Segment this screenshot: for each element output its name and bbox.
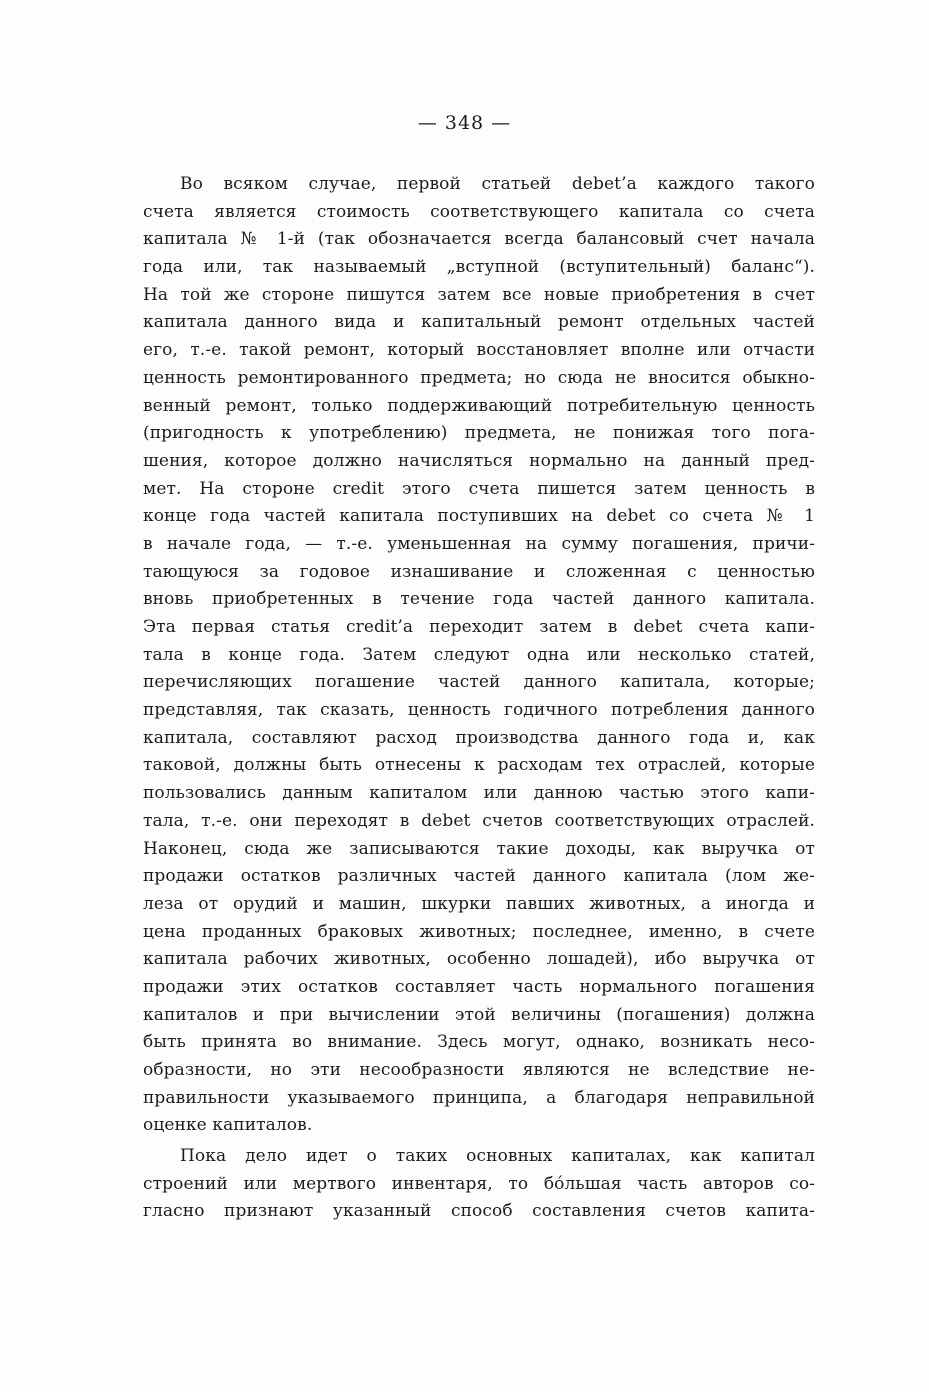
- text-line: ценность ремонтированного предмета; но сюда не вносится обыкно-: [143, 367, 815, 388]
- text-line: образности, но эти несообразности являются не вследствие не-: [143, 1060, 815, 1080]
- text-line: года или, так называемый „вступной (вступительный) баланс“).: [143, 257, 815, 278]
- text-line: счета является стоимость соответствующего капитала со счета: [143, 201, 815, 222]
- text-line: капитала данного вида и капитальный ремонт отдельных частей: [143, 312, 815, 333]
- text-line: капитала № 1-й (так обозначается всегда балансовый счет начала: [143, 229, 815, 250]
- text-line: тала, т.-е. они переходят в debet счетов соответствующих отраслей.: [143, 810, 815, 831]
- text-line: тающуюся за годовое изнашивание и сложенная с ценностью: [143, 561, 815, 582]
- paragraph: [143, 171, 815, 1140]
- text-line: правильности указываемого принципа, а благодаря неправильной: [143, 1087, 815, 1108]
- text-line: конце года частей капитала поступивших на debet со счета № 1: [143, 506, 815, 527]
- paragraph: [143, 1143, 815, 1226]
- text-line: строений или мертвого инвентаря, то бо́льшая часть авторов со-: [143, 1173, 815, 1194]
- text-line: (пригодность к употреблению) предмета, не понижая того пога-: [143, 423, 815, 444]
- page-number: — 348 —: [417, 112, 512, 134]
- body-text: [143, 171, 815, 1226]
- text-line: продажи этих остатков составляет часть нормального погашения: [143, 976, 815, 997]
- text-line: капиталов и при вычислении этой величины (погашения) должна: [143, 1004, 815, 1025]
- text-line: цена проданных браковых животных; последнее, именно, в счете: [143, 921, 815, 942]
- text-line: капитала рабочих животных, особенно лошадей), ибо выручка от: [143, 949, 815, 970]
- text-line: продажи остатков различных частей данного капитала (лом же-: [143, 866, 815, 887]
- text-line: мет. На стороне credit этого счета пишется затем ценность в: [143, 478, 815, 499]
- text-line: капитала, составляют расход производства данного года и, как: [143, 727, 815, 748]
- text-line: шения, которое должно начисляться нормально на данный пред-: [143, 450, 815, 471]
- text-line: в начале года, — т.-е. уменьшенная на сумму погашения, причи-: [143, 533, 815, 554]
- text-line: быть принята во внимание. Здесь могут, однако, возникать несо-: [143, 1032, 815, 1053]
- text-line: оценке капиталов.: [143, 1115, 313, 1136]
- text-line: гласно признают указанный способ составления счетов капита-: [143, 1201, 815, 1222]
- text-line: Эта первая статья credit’а переходит затем в debet счета капи-: [143, 617, 815, 637]
- text-line: представляя, так сказать, ценность годичного потребления данного: [143, 700, 815, 721]
- text-line: перечисляющих погашение частей данного капитала, которые;: [143, 672, 815, 693]
- text-line: Наконец, сюда же записываются такие доходы, как выручка от: [143, 838, 815, 859]
- text-line: Во всяком случае, первой статьей debet’а каждого такого: [180, 174, 815, 194]
- text-line: Пока дело идет о таких основных капиталах, как капитал: [180, 1146, 815, 1167]
- text-line: тала в конце года. Затем следуют одна или несколько статей,: [143, 644, 815, 665]
- text-line: венный ремонт, только поддерживающий потребительную ценность: [143, 395, 815, 416]
- text-line: вновь приобретенных в течение года частей данного капитала.: [143, 589, 815, 610]
- text-line: На той же стороне пишутся затем все новые приобретения в счет: [143, 284, 815, 305]
- text-line: его, т.-е. такой ремонт, который восстановляет вполне или отчасти: [143, 340, 815, 361]
- text-line: пользовались данным капиталом или данною частью этого капи-: [143, 783, 815, 804]
- text-line: таковой, должны быть отнесены к расходам тех отраслей, которые: [143, 755, 815, 776]
- text-line: леза от орудий и машин, шкурки павших животных, а иногда и: [143, 893, 815, 914]
